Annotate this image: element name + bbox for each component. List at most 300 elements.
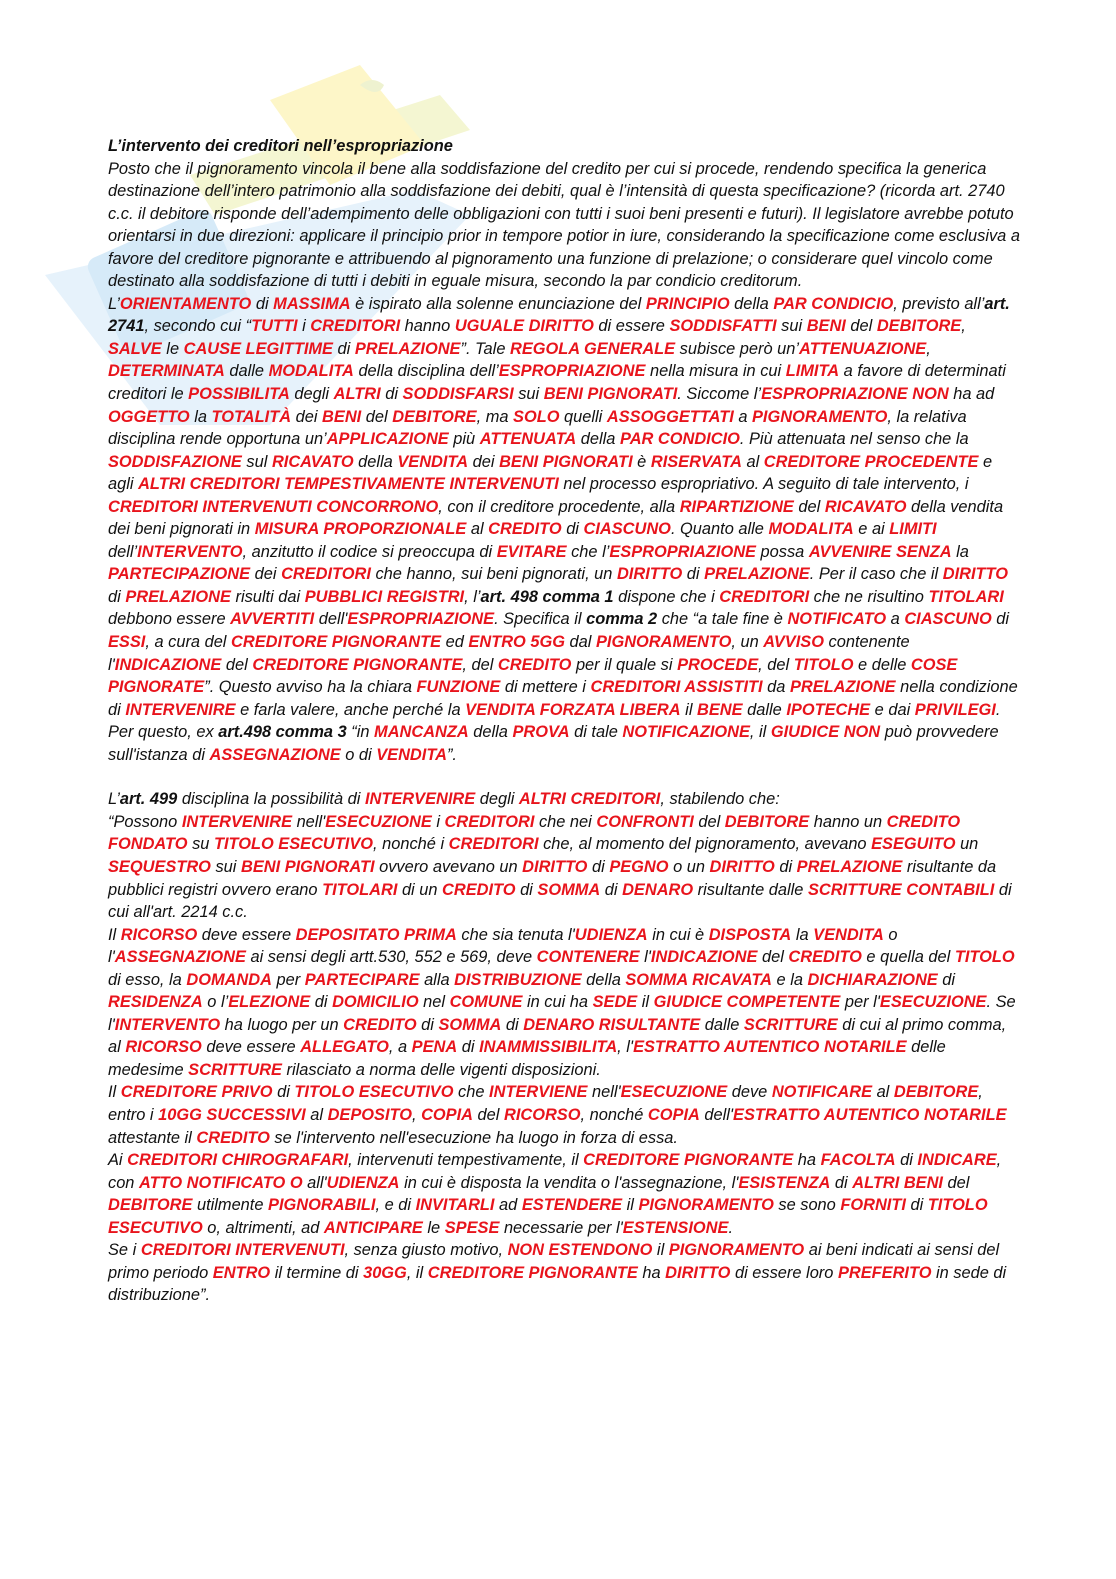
text-run: per (271, 970, 305, 989)
text-run: se sono (773, 1196, 841, 1215)
text-run: della disciplina dell’ (353, 362, 499, 381)
text-run: . Per questo, ex (108, 700, 1001, 742)
text-run: debbono essere (108, 610, 231, 629)
text-run: di essere loro (730, 1263, 838, 1282)
text-run: ai beni indicati ai sensi del primo periodo (108, 1241, 1000, 1282)
text-run: che sia tenuta l' (456, 925, 575, 944)
text-run: ha ad (948, 385, 995, 404)
highlighted-term: TUTTI (251, 317, 298, 336)
text-run: dell’ (108, 542, 138, 561)
text-run: . Quanto alle (670, 520, 769, 539)
text-run: disciplina la possibilità di (177, 790, 365, 809)
highlighted-term: SEQUESTRO (108, 857, 211, 876)
highlighted-term: SOMMA (438, 1015, 502, 1034)
text-run: della (353, 452, 398, 471)
text-run: in sede di distribuzione”. (108, 1263, 1007, 1305)
text-run: della (729, 294, 774, 313)
text-run: quelli (559, 407, 607, 426)
highlighted-term: ESECUZIONE (620, 1083, 728, 1102)
highlighted-term: UGUALE DIRITTO (454, 317, 594, 336)
text-run: dispone che i (613, 587, 720, 606)
highlighted-term: SOMMA RICAVATA (625, 970, 772, 989)
text-run: di (587, 857, 610, 876)
text-run: di (501, 1015, 524, 1034)
highlighted-term: INDICAZIONE (114, 655, 222, 674)
highlighted-term: ASSEGNAZIONE (114, 948, 246, 967)
highlighted-term: RICORSO (120, 925, 198, 944)
text-run: è ispirato alla solenne enunciazione del (350, 294, 646, 313)
highlighted-term: PARTECIPAZIONE (108, 565, 251, 584)
text-run: a favore di determinati creditori le (108, 362, 1006, 404)
highlighted-term: RIPARTIZIONE (679, 497, 794, 516)
text-run: , del (758, 655, 794, 674)
highlighted-term: ESECUZIONE (325, 812, 432, 831)
text-run: sui (776, 317, 807, 336)
text-run: , l’ (464, 587, 481, 606)
highlighted-term: TITOLO ESECUTIVO (294, 1083, 454, 1102)
highlighted-term: VENDITA (397, 452, 469, 471)
text-run: . (728, 1218, 733, 1237)
highlighted-term: MODALITA (768, 520, 854, 539)
text-run: che hanno, sui beni pignorati, un (370, 565, 617, 584)
highlighted-term: CREDITORE PIGNORANTE (231, 633, 442, 652)
highlighted-term: ALTRI BENI (852, 1173, 943, 1192)
text-run: e delle (853, 655, 911, 674)
highlighted-term: SEDE (592, 993, 638, 1012)
highlighted-term: PENA (411, 1038, 458, 1057)
text-run: , l' (617, 1038, 634, 1057)
text-run: nell' (587, 1083, 621, 1102)
highlighted-term: DETERMINATA (108, 362, 225, 381)
text-run: ha luogo per un (220, 1015, 344, 1034)
text-run: , secondo cui “ (144, 317, 252, 336)
text-run: nell' (292, 812, 326, 831)
text-run: deve (727, 1083, 772, 1102)
highlighted-term: FACOLTA (820, 1151, 896, 1170)
highlighted-term: NOTIFICATO (787, 610, 887, 629)
highlighted-term: MISURA PROPORZIONALE (254, 520, 467, 539)
text-run: L’ (108, 294, 120, 313)
highlighted-term: ENTRO 5GG (468, 633, 565, 652)
highlighted-term: PIGNORAMENTO (752, 407, 888, 426)
highlighted-term: RICORSO (125, 1038, 202, 1057)
paragraph (108, 788, 1020, 811)
text-run: Il (108, 925, 121, 944)
highlighted-term: CONTENERE (536, 948, 640, 967)
highlighted-term: PRINCIPIO (645, 294, 730, 313)
highlighted-term: TOTALITÀ (211, 407, 292, 426)
text-run: in cui ha (522, 993, 593, 1012)
text-run: ”. (446, 745, 457, 764)
highlighted-term: CREDITO (497, 655, 572, 674)
highlighted-term: ORIENTAMENTO (119, 294, 252, 313)
text-run: in cui è (647, 925, 709, 944)
text-run: dell' (699, 1105, 734, 1124)
highlighted-term: DEPOSITATO PRIMA (295, 925, 457, 944)
highlighted-term: AVVENIRE SENZA (808, 542, 952, 561)
highlighted-term: GIUDICE NON (770, 723, 881, 742)
text-run: e ai (853, 520, 890, 539)
highlighted-term: INVITARLI (415, 1196, 495, 1215)
highlighted-term: BENI (322, 407, 362, 426)
highlighted-term: DEBITORE (392, 407, 477, 426)
text-run: , con (108, 1151, 1002, 1192)
highlighted-term: RICAVATO (824, 497, 907, 516)
text-run: , nonché (580, 1105, 648, 1124)
highlighted-term: CIASCUNO (583, 520, 671, 539)
highlighted-term: ALTRI CREDITORI (518, 790, 661, 809)
highlighted-term: CREDITORI (448, 835, 539, 854)
highlighted-term: INTERVENTO (137, 542, 243, 561)
text-run: del (757, 948, 789, 967)
text-run: di (251, 294, 274, 313)
highlighted-term: NON ESTENDONO (507, 1241, 653, 1260)
highlighted-term: ESPROPRIAZIONE (347, 610, 495, 629)
highlighted-term: CREDITORI (719, 587, 810, 606)
highlighted-term: ESTENDERE (521, 1196, 623, 1215)
text-run: dalle (224, 362, 269, 381)
highlighted-term: SODDISFARSI (402, 385, 514, 404)
text-run: sul (241, 452, 272, 471)
highlighted-term: CREDITORI (444, 812, 535, 831)
article-reference: comma 2 (586, 610, 658, 629)
text-run: del (793, 497, 825, 516)
highlighted-term: PAR CONDICIO (773, 294, 894, 313)
text-run: , ma (476, 407, 514, 426)
highlighted-term: VENDITA (813, 925, 884, 944)
highlighted-term: TITOLARI (928, 587, 1004, 606)
highlighted-term: BENI PIGNORATI (240, 857, 375, 876)
text-run: dei (250, 565, 282, 584)
highlighted-term: SOLO (513, 407, 560, 426)
text-run: contenente l' (108, 633, 910, 674)
text-run: ”. Tale (460, 339, 510, 358)
text-run: necessarie per l' (499, 1218, 623, 1237)
text-run: per l' (840, 993, 880, 1012)
text-run: di (905, 1196, 928, 1215)
text-run: “Possono (108, 812, 182, 831)
text-run: a (886, 610, 905, 629)
text-run: . Se l' (108, 993, 1016, 1034)
highlighted-term: FUNZIONE (416, 678, 501, 697)
highlighted-term: CREDITORE PIGNORANTE (427, 1263, 638, 1282)
text-run: che “a tale fine è (657, 610, 788, 629)
highlighted-term: TITOLO ESECUTIVO (213, 835, 374, 854)
highlighted-term: RICAVATO (271, 452, 354, 471)
highlighted-term: CREDITORI CHIROGRAFARI (127, 1151, 349, 1170)
text-run: dalle (700, 1015, 744, 1034)
highlighted-term: INTERVENIRE (181, 812, 293, 831)
highlighted-term: DICHIARAZIONE (807, 970, 938, 989)
highlighted-term: ASSOGGETTATI (606, 407, 734, 426)
highlighted-term: CONFRONTI (596, 812, 694, 831)
text-run: che ne risultino (809, 587, 929, 606)
highlighted-term: PRIVILEGI (914, 700, 996, 719)
highlighted-term: ESECUZIONE (879, 993, 987, 1012)
text-run: degli (475, 790, 519, 809)
highlighted-term: SALVE (108, 339, 162, 358)
highlighted-term: INAMMISSIBILITA (479, 1038, 618, 1057)
highlighted-term: INTERVENIRE (364, 790, 476, 809)
text-run: il (622, 1196, 639, 1215)
highlighted-term: RICORSO (503, 1105, 581, 1124)
paragraph (108, 811, 1020, 924)
document-heading: L’intervento dei creditori nell’espropriazione (108, 137, 453, 155)
text-run: ed (441, 633, 469, 652)
text-run: di (515, 880, 538, 899)
text-run: di tale (569, 723, 623, 742)
highlighted-term: ATTENUAZIONE (799, 339, 927, 358)
highlighted-term: ESTRATTO AUTENTICO NOTARILE (733, 1105, 1007, 1124)
highlighted-term: ESSI (108, 633, 146, 652)
highlighted-term: SODDISFATTI (669, 317, 777, 336)
text-run: di (332, 339, 355, 358)
text-run: , (411, 1105, 422, 1124)
highlighted-term: PRELAZIONE (789, 678, 896, 697)
highlighted-term: CREDITORE PIGNORANTE (252, 655, 463, 674)
text-run: i (297, 317, 311, 336)
highlighted-term: PRELAZIONE (704, 565, 810, 584)
text-run: risulti dai (230, 587, 305, 606)
highlighted-term: ENTRO (212, 1263, 271, 1282)
text-run: , a (388, 1038, 412, 1057)
text-run: se l'intervento nell'esecuzione ha luogo in forza di essa. (269, 1128, 678, 1147)
highlighted-term: BENI (806, 317, 846, 336)
highlighted-term: PIGNORABILI (268, 1196, 376, 1215)
text-run: e la (771, 970, 808, 989)
highlighted-term: SCRITTURE (743, 1015, 838, 1034)
article-reference: art. 499 (119, 790, 178, 809)
highlighted-term: MASSIMA (273, 294, 351, 313)
text-run: e farla valere, anche perché la (235, 700, 466, 719)
highlighted-term: EVITARE (496, 542, 567, 561)
highlighted-term: CIASCUNO (904, 610, 992, 629)
text-run: al (741, 452, 764, 471)
highlighted-term: MODALITA (268, 362, 354, 381)
text-run: dell' (314, 610, 348, 629)
highlighted-term: CREDITO (488, 520, 562, 539)
text-run: hanno un (809, 812, 887, 831)
text-run: un (955, 835, 979, 854)
document-body (108, 135, 1020, 1307)
text-run: ovvero avevano un (374, 857, 523, 876)
highlighted-term: ALTRI CREDITORI TEMPESTIVAMENTE INTERVENUTI (138, 475, 559, 494)
text-run: di (600, 880, 623, 899)
highlighted-term: CREDITORE PIGNORANTE (583, 1151, 794, 1170)
highlighted-term: UDIENZA (326, 1173, 400, 1192)
text-run: possa (756, 542, 809, 561)
text-run: risultante dalle (693, 880, 808, 899)
text-run: che l’ (566, 542, 610, 561)
article-reference: art.498 comma 3 (218, 723, 347, 742)
highlighted-term: ESPROPRIAZIONE NON (761, 385, 949, 404)
highlighted-term: DEBITORE (724, 812, 810, 831)
text-run: del (361, 407, 393, 426)
highlighted-term: PRELAZIONE (796, 857, 903, 876)
text-run: del (693, 812, 725, 831)
highlighted-term: BENI PIGNORATI (543, 385, 678, 404)
highlighted-term: DEBITORE (108, 1196, 193, 1215)
text-run: di un (397, 880, 443, 899)
text-run: , nonché i (373, 835, 449, 854)
text-run: di (830, 1173, 853, 1192)
text-run: deve essere (197, 925, 296, 944)
text-run: . Più attenuata nel senso che la (739, 430, 969, 449)
text-run: di essere (593, 317, 670, 336)
highlighted-term: DIRITTO (665, 1263, 731, 1282)
text-run: ”. Questo avviso ha la chiara (204, 678, 417, 697)
highlighted-term: COMUNE (449, 993, 523, 1012)
text-run: dei (291, 407, 323, 426)
text-run: sui (210, 857, 241, 876)
text-run: i (431, 812, 445, 831)
text-run: attestante il (108, 1128, 197, 1147)
text-run: ha (637, 1263, 666, 1282)
text-run: di (774, 857, 797, 876)
highlighted-term: CREDITORE PROCEDENTE (763, 452, 979, 471)
text-run: che, al momento del pignoramento, avevano (538, 835, 872, 854)
highlighted-term: SCRITTURE CONTABILI (807, 880, 995, 899)
text-run: ha (793, 1151, 821, 1170)
highlighted-term: ANTICIPARE (323, 1218, 423, 1237)
highlighted-term: VENDITA FORZATA LIBERA (465, 700, 681, 719)
highlighted-term: VENDITA (376, 745, 447, 764)
text-run: , (961, 317, 966, 336)
text-run: , con il creditore procedente, alla (438, 497, 680, 516)
highlighted-term: TITOLARI (322, 880, 398, 899)
text-run: , previsto all’ (893, 294, 985, 313)
text-run: , intervenuti tempestivamente, il (348, 1151, 584, 1170)
highlighted-term: OGGETTO (108, 407, 190, 426)
highlighted-term: PIGNORAMENTO (638, 1196, 774, 1215)
text-run: , la relativa disciplina rende opportuna un’ (108, 407, 967, 449)
highlighted-term: NOTIFICARE (771, 1083, 873, 1102)
text-run: subisce però un’ (675, 339, 800, 358)
highlighted-term: CREDITORI ASSISTITI (590, 678, 763, 697)
text-run: di esso, la (108, 970, 187, 989)
text-run: di cui all'art. 2214 c.c. (108, 880, 1012, 922)
text-run: , senza giusto motivo, (344, 1241, 508, 1260)
text-run: o, altrimenti, ad (202, 1218, 324, 1237)
text-run: degli (289, 385, 334, 404)
highlighted-term: SOMMA (537, 880, 601, 899)
text-run: , un (731, 633, 764, 652)
text-run: che nei (534, 812, 597, 831)
highlighted-term: PRELAZIONE (354, 339, 461, 358)
text-run: Il (108, 1083, 121, 1102)
highlighted-term: SCRITTURE (188, 1060, 282, 1079)
text-run: il (652, 1241, 669, 1260)
text-run: , (926, 339, 931, 358)
highlighted-term: PIGNORAMENTO (668, 1241, 805, 1260)
text-run: la (951, 542, 969, 561)
text-run: o l’ (202, 993, 229, 1012)
highlighted-term: BENI PIGNORATI (499, 452, 633, 471)
text-run: di (310, 993, 333, 1012)
text-run: , entro i (108, 1083, 983, 1124)
text-run: Se i (108, 1241, 141, 1260)
highlighted-term: PROVA (512, 723, 570, 742)
highlighted-term: INTERVENTO (114, 1015, 221, 1034)
text-run: delle medesime (108, 1038, 946, 1079)
text-run: e agli (108, 452, 993, 494)
highlighted-term: CREDITORI (281, 565, 371, 584)
highlighted-term: ESISTENZA (738, 1173, 831, 1192)
paragraph (108, 293, 1020, 766)
text-run: del (221, 655, 253, 674)
text-run: di (937, 970, 956, 989)
highlighted-term: ALLEGATO (300, 1038, 389, 1057)
highlighted-term: ELEZIONE (228, 993, 311, 1012)
highlighted-term: DIRITTO (616, 565, 683, 584)
highlighted-term: SODDISFAZIONE (108, 452, 242, 471)
text-run: della (468, 723, 513, 742)
highlighted-term: CREDITO (196, 1128, 270, 1147)
text-run: Posto che il pignoramento vincola il bene alla soddisfazione del credito per cui si procede, rendendo specifica la generica destinazione dell’intero patrimonio alla soddisfazione dei debiti, qual è l’intensità di questa specificazione? (ricorda art. 2740 c.c. il debitore risponde dell’adempimento delle obbligazioni con tutti i suoi beni presenti e futuri). Il legislatore avrebbe potuto orientarsi in due direzioni: applicare il principio prior in tempore potior in iure, considerando la specificazione come esclusiva a favore del creditore pignorante e attribuendo al pignoramento una funzione di prelazione; o considerare quel vincolo come destinato alla soddisfazione di tutti i debiti in eguale misura, secondo la par condicio creditorum. (108, 159, 1020, 291)
text-run: L’ (108, 790, 120, 809)
highlighted-term: TITOLO (954, 948, 1015, 967)
text-run: al (872, 1083, 894, 1102)
text-run: nella condizione di (108, 678, 1018, 719)
highlighted-term: TITOLO (793, 655, 854, 674)
text-run: la (189, 407, 212, 426)
text-run: alla (419, 970, 455, 989)
text-run: di (457, 1038, 480, 1057)
text-run: sui (513, 385, 544, 404)
text-run: di (682, 565, 705, 584)
text-run: hanno (400, 317, 455, 336)
highlighted-term: DENARO RISULTANTE (523, 1015, 701, 1034)
highlighted-term: LIMITI (889, 520, 937, 539)
text-run: le (161, 339, 184, 358)
text-run: . Per il caso che il (809, 565, 943, 584)
highlighted-term: DIRITTO (522, 857, 588, 876)
text-run: , e di (375, 1196, 416, 1215)
highlighted-term: CAUSE LEGITTIME (183, 339, 333, 358)
text-run: le (422, 1218, 445, 1237)
article-reference: art. 2741 (108, 294, 1010, 336)
text-run: il (680, 700, 698, 719)
text-run: di cui al primo comma, al (108, 1015, 1007, 1057)
text-run: o l' (108, 925, 898, 967)
text-run: , il (406, 1263, 428, 1282)
text-run: “in (346, 723, 375, 742)
highlighted-term: INTERVIENE (489, 1083, 588, 1102)
text-run: di (108, 587, 126, 606)
highlighted-term: CREDITO (343, 1015, 417, 1034)
highlighted-term: RESIDENZA (108, 993, 203, 1012)
text-run: di (895, 1151, 918, 1170)
paragraph (108, 1149, 1020, 1239)
paragraph (108, 1239, 1020, 1307)
text-run: di (380, 385, 403, 404)
highlighted-term: LIMITA (785, 362, 840, 381)
text-run: dal (564, 633, 596, 652)
highlighted-term: ATTO NOTIFICATO O (138, 1173, 303, 1192)
highlighted-term: PIGNORAMENTO (595, 633, 732, 652)
text-run: nel processo espropriativo. A seguito di tale intervento, i (558, 475, 969, 494)
highlighted-term: AVVISO (763, 633, 824, 652)
text-run: deve essere (201, 1038, 301, 1057)
highlighted-term: PREFERITO (837, 1263, 932, 1282)
text-run: ai sensi degli artt.530, 552 e 569, deve (245, 948, 537, 967)
text-run: . Specifica il (494, 610, 587, 629)
highlighted-term: CREDITO (788, 948, 862, 967)
highlighted-term: NOTIFICAZIONE (622, 723, 750, 742)
text-run: nel (418, 993, 450, 1012)
highlighted-term: POSSIBILITA (188, 385, 290, 404)
highlighted-term: COPIA (421, 1105, 473, 1124)
